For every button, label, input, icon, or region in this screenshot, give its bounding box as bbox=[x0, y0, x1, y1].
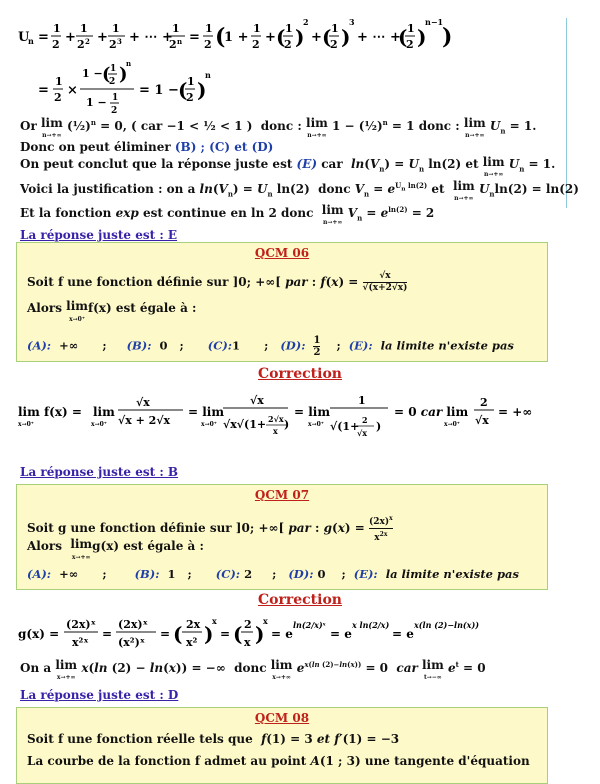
svg-text:(: ( bbox=[215, 24, 226, 50]
svg-text:2: 2 bbox=[52, 38, 60, 51]
qcm-06-options: (A): +∞ ; (B): 0 ; (C):1 ; (D): 1 2 ; (E): la limite n'existe pas bbox=[27, 335, 514, 358]
option-c-label: (C): bbox=[207, 338, 233, 353]
svg-text:x→0⁺: x→0⁺ bbox=[201, 421, 217, 428]
option-b-label: (B): bbox=[126, 338, 152, 353]
option-b-label: (B): bbox=[134, 567, 160, 581]
option-a-value: +∞ bbox=[59, 567, 79, 581]
svg-text:lim: lim bbox=[93, 405, 115, 419]
qcm-08-box bbox=[16, 707, 548, 784]
svg-text:): ) bbox=[341, 25, 351, 49]
svg-text:1: 1 bbox=[110, 64, 117, 74]
svg-text:(x²)ˣ: (x²)ˣ bbox=[118, 636, 146, 649]
answer-d: La réponse juste est : D bbox=[20, 688, 179, 702]
qcm-07-box bbox=[16, 484, 548, 590]
svg-text:2: 2 bbox=[77, 38, 85, 51]
qcm-07-limit-line: On a lim x→+∞ x(ln (2) − ln(x)) = −∞ donc lim x→+∞ $e^{x(ln (2)-ln(x))} = 0$ car lim t→−∞ $e^t = 0$ bbox=[20, 658, 486, 681]
margin-line bbox=[566, 18, 567, 208]
svg-text:=: = bbox=[38, 30, 49, 45]
svg-text:): ) bbox=[376, 420, 382, 433]
svg-text:n: n bbox=[126, 59, 132, 68]
qcm-06-definition: Soit f une fonction définie sur ]0; +∞[ par : f(x) = √x √(x+2√x) bbox=[27, 271, 408, 293]
un-sum-equations bbox=[18, 14, 558, 124]
svg-text:√x: √x bbox=[250, 394, 264, 407]
svg-text:= lim: = lim bbox=[188, 405, 225, 419]
svg-text:2: 2 bbox=[244, 618, 252, 631]
svg-text:1 +: 1 + bbox=[224, 30, 249, 45]
svg-text:g(x) =: g(x) = bbox=[18, 627, 60, 641]
option-e-label: (E): bbox=[353, 567, 378, 581]
justification-line: Voici la justification : on a $\ln(V_n) = U_n$ ln(2) donc $V_n = e^{U_n ln(2)}$ et lim n→+∞ $U_n\ln(2) = \ln(2)$ bbox=[20, 179, 579, 202]
svg-text:(2x)ˣ: (2x)ˣ bbox=[66, 618, 96, 631]
svg-text:): ) bbox=[442, 24, 453, 50]
svg-text:x²: x² bbox=[186, 636, 198, 649]
svg-text:): ) bbox=[417, 25, 427, 49]
svg-text:n−1: n−1 bbox=[425, 17, 444, 27]
qcm-06-title: QCM 06 bbox=[254, 246, 310, 260]
correction-06-equation bbox=[18, 386, 578, 452]
svg-text:x: x bbox=[212, 616, 217, 626]
option-c-value: 2 bbox=[244, 567, 253, 581]
option-a-label: (A): bbox=[27, 338, 52, 353]
svg-text:√x + 2√x: √x + 2√x bbox=[118, 414, 171, 427]
correction-07-title: Correction bbox=[258, 592, 342, 608]
svg-text:1: 1 bbox=[55, 75, 63, 88]
svg-text:√x: √x bbox=[357, 428, 368, 438]
option-b-value: 0 bbox=[159, 338, 168, 353]
option-c-value: 1 bbox=[232, 338, 241, 353]
qcm-07-title: QCM 07 bbox=[254, 488, 310, 502]
qcm-08-title: QCM 08 bbox=[254, 711, 310, 725]
svg-text:+ ⋯ +: + ⋯ + bbox=[129, 30, 173, 45]
svg-text:1: 1 bbox=[112, 22, 120, 35]
svg-text:+: + bbox=[311, 30, 322, 45]
svg-text:(: ( bbox=[322, 25, 332, 49]
option-c-label: (C): bbox=[215, 567, 241, 581]
svg-text:2: 2 bbox=[362, 415, 368, 425]
svg-text:U: U bbox=[18, 30, 30, 45]
svg-text:2: 2 bbox=[204, 38, 212, 51]
qcm-06-question: Alors lim x→0⁺f(x) est égale à : bbox=[27, 299, 197, 323]
svg-text:2: 2 bbox=[109, 38, 117, 51]
eliminate-options: (B) ; (C) et (D) bbox=[174, 140, 274, 154]
svg-text:n: n bbox=[177, 37, 183, 46]
svg-text:2: 2 bbox=[480, 396, 488, 409]
svg-text:2: 2 bbox=[252, 38, 260, 51]
svg-text:1: 1 bbox=[205, 22, 213, 35]
conclusion-line: On peut conclut que la réponse juste est (E) car $\ln(V_n) = U_n$ ln(2) et lim n→+∞ $U_n = 1$. bbox=[20, 155, 556, 178]
svg-text:= e: = e bbox=[271, 627, 293, 641]
correction-07-equation bbox=[18, 612, 578, 656]
svg-text:2: 2 bbox=[111, 106, 118, 116]
svg-text:ln(2/x)ˣ: ln(2/x)ˣ bbox=[293, 620, 326, 630]
svg-text:2√x: 2√x bbox=[268, 414, 284, 424]
svg-text:(2x)ˣ: (2x)ˣ bbox=[118, 618, 148, 631]
svg-text:=: = bbox=[220, 627, 231, 641]
qcm-06-box bbox=[16, 242, 548, 362]
svg-text:2: 2 bbox=[284, 38, 292, 51]
qcm-08-tangent: La courbe de la fonction f admet au point A(1 ; 3) une tangente d'équation bbox=[27, 754, 530, 768]
exp-line: Et la fonction exp est continue en ln 2 donc lim n→+∞ $V_n = e^{ln(2)} = 2$ bbox=[20, 203, 435, 226]
correction-06-title: Correction bbox=[258, 366, 342, 382]
svg-text:+ ⋯ +: + ⋯ + bbox=[357, 30, 401, 45]
svg-text:2: 2 bbox=[303, 17, 309, 27]
svg-text:): ) bbox=[119, 64, 128, 85]
svg-text:x→0⁺: x→0⁺ bbox=[91, 421, 107, 428]
svg-text:x: x bbox=[263, 616, 268, 626]
eliminate-line bbox=[20, 140, 273, 154]
svg-text:(: ( bbox=[173, 622, 183, 646]
svg-text:1: 1 bbox=[253, 22, 261, 35]
svg-text:x²ˣ: x²ˣ bbox=[72, 636, 89, 649]
svg-text:): ) bbox=[204, 622, 214, 646]
svg-text:): ) bbox=[284, 418, 290, 431]
svg-text:1: 1 bbox=[172, 22, 180, 35]
option-d-label: (D): bbox=[280, 338, 306, 353]
svg-text:): ) bbox=[295, 25, 305, 49]
svg-text:3: 3 bbox=[349, 17, 355, 27]
svg-text:2: 2 bbox=[54, 91, 62, 104]
svg-text:=: = bbox=[189, 30, 200, 45]
svg-text:1: 1 bbox=[53, 22, 61, 35]
svg-text:x→0⁺: x→0⁺ bbox=[18, 421, 34, 428]
answer-b: La réponse juste est : B bbox=[20, 465, 179, 479]
svg-text:(: ( bbox=[102, 64, 111, 85]
svg-text:2x: 2x bbox=[186, 618, 201, 631]
svg-text:= 1 −: = 1 − bbox=[139, 83, 179, 98]
svg-text:x→0⁺: x→0⁺ bbox=[308, 421, 324, 428]
svg-text:x: x bbox=[273, 426, 278, 436]
svg-text:=: = bbox=[160, 627, 171, 641]
eliminate-text: Donc on peut éliminer bbox=[20, 140, 175, 154]
svg-text:2: 2 bbox=[406, 38, 414, 51]
qcm-07-options: (A): +∞ ; (B): 1 ; (C): 2 ; (D): 0 ; (E): la limite n'existe pas bbox=[27, 567, 519, 581]
svg-text:x ln(2/x): x ln(2/x) bbox=[352, 620, 390, 630]
svg-text:1: 1 bbox=[187, 75, 195, 88]
svg-text:2: 2 bbox=[85, 37, 90, 46]
svg-text:+: + bbox=[65, 30, 76, 45]
svg-text:): ) bbox=[197, 78, 207, 102]
svg-text:1 −: 1 − bbox=[82, 67, 103, 80]
svg-text:(: ( bbox=[398, 25, 408, 49]
option-e-value: la limite n'existe pas bbox=[385, 567, 519, 581]
option-d-label: (D): bbox=[288, 567, 314, 581]
svg-text:3: 3 bbox=[117, 37, 122, 46]
svg-text:n: n bbox=[28, 36, 34, 46]
qcm-07-definition: Soit g une fonction définie sur ]0; +∞[ par : g(x) = $(2x)^x$ $x^{2x}$ bbox=[27, 515, 393, 543]
svg-text:1: 1 bbox=[112, 93, 119, 103]
svg-text:x(ln (2)−ln(x)): x(ln (2)−ln(x)) bbox=[414, 620, 480, 630]
qcm-08-definition: Soit f une fonction réelle tels que f(1) = 3 et f′(1) = −3 bbox=[27, 732, 400, 746]
svg-text:√x√(1+: √x√(1+ bbox=[223, 418, 267, 431]
svg-text:= lim: = lim bbox=[294, 405, 331, 419]
option-b-value: 1 bbox=[167, 567, 176, 581]
svg-text:1: 1 bbox=[331, 22, 339, 35]
svg-text:1: 1 bbox=[358, 394, 366, 407]
svg-text:(: ( bbox=[178, 78, 188, 102]
svg-text:=: = bbox=[38, 83, 49, 98]
svg-text:(: ( bbox=[233, 622, 243, 646]
svg-text:x: x bbox=[244, 636, 251, 649]
svg-text:√(1+: √(1+ bbox=[330, 420, 360, 433]
svg-text:1: 1 bbox=[285, 22, 293, 35]
svg-text:2: 2 bbox=[169, 38, 177, 51]
svg-text:√x: √x bbox=[136, 396, 150, 409]
svg-text:2: 2 bbox=[186, 91, 194, 104]
svg-text:1: 1 bbox=[407, 22, 415, 35]
svg-text:=: = bbox=[102, 627, 113, 641]
svg-text:1: 1 bbox=[80, 22, 88, 35]
option-a-label: (A): bbox=[27, 567, 52, 581]
limit-line: Or lim n→+∞ (½)$^n$ = 0, ( car −1 < ½ < 1 ) donc : lim n→+∞ 1 − (½)$^n$ = 1 donc : lim n→+∞ $U_n = 1$. bbox=[20, 116, 537, 139]
svg-text:+: + bbox=[97, 30, 108, 45]
svg-text:): ) bbox=[255, 622, 265, 646]
option-e-value: la limite n'existe pas bbox=[380, 338, 514, 353]
svg-text:(: ( bbox=[276, 25, 286, 49]
svg-text:×: × bbox=[67, 83, 78, 98]
svg-text:= +∞: = +∞ bbox=[498, 405, 533, 419]
svg-text:+: + bbox=[265, 30, 276, 45]
svg-text:x→0⁺: x→0⁺ bbox=[444, 421, 460, 428]
svg-text:= e: = e bbox=[392, 627, 414, 641]
option-d-value: 0 bbox=[317, 567, 326, 581]
svg-text:2: 2 bbox=[109, 77, 116, 87]
svg-text:= 0 car lim: = 0 car lim bbox=[394, 405, 469, 419]
svg-text:1 −: 1 − bbox=[86, 96, 107, 109]
option-a-value: +∞ bbox=[59, 338, 79, 353]
answer-e: La réponse juste est : E bbox=[20, 228, 178, 242]
svg-text:2: 2 bbox=[330, 38, 338, 51]
svg-text:lim f(x) =: lim f(x) = bbox=[18, 405, 82, 419]
qcm-07-question: Alors lim x→+∞g(x) est égale à : bbox=[27, 537, 204, 561]
svg-text:√x: √x bbox=[475, 414, 489, 427]
svg-text:= e: = e bbox=[330, 627, 352, 641]
svg-text:n: n bbox=[205, 70, 211, 80]
option-e-label: (E): bbox=[348, 338, 373, 353]
